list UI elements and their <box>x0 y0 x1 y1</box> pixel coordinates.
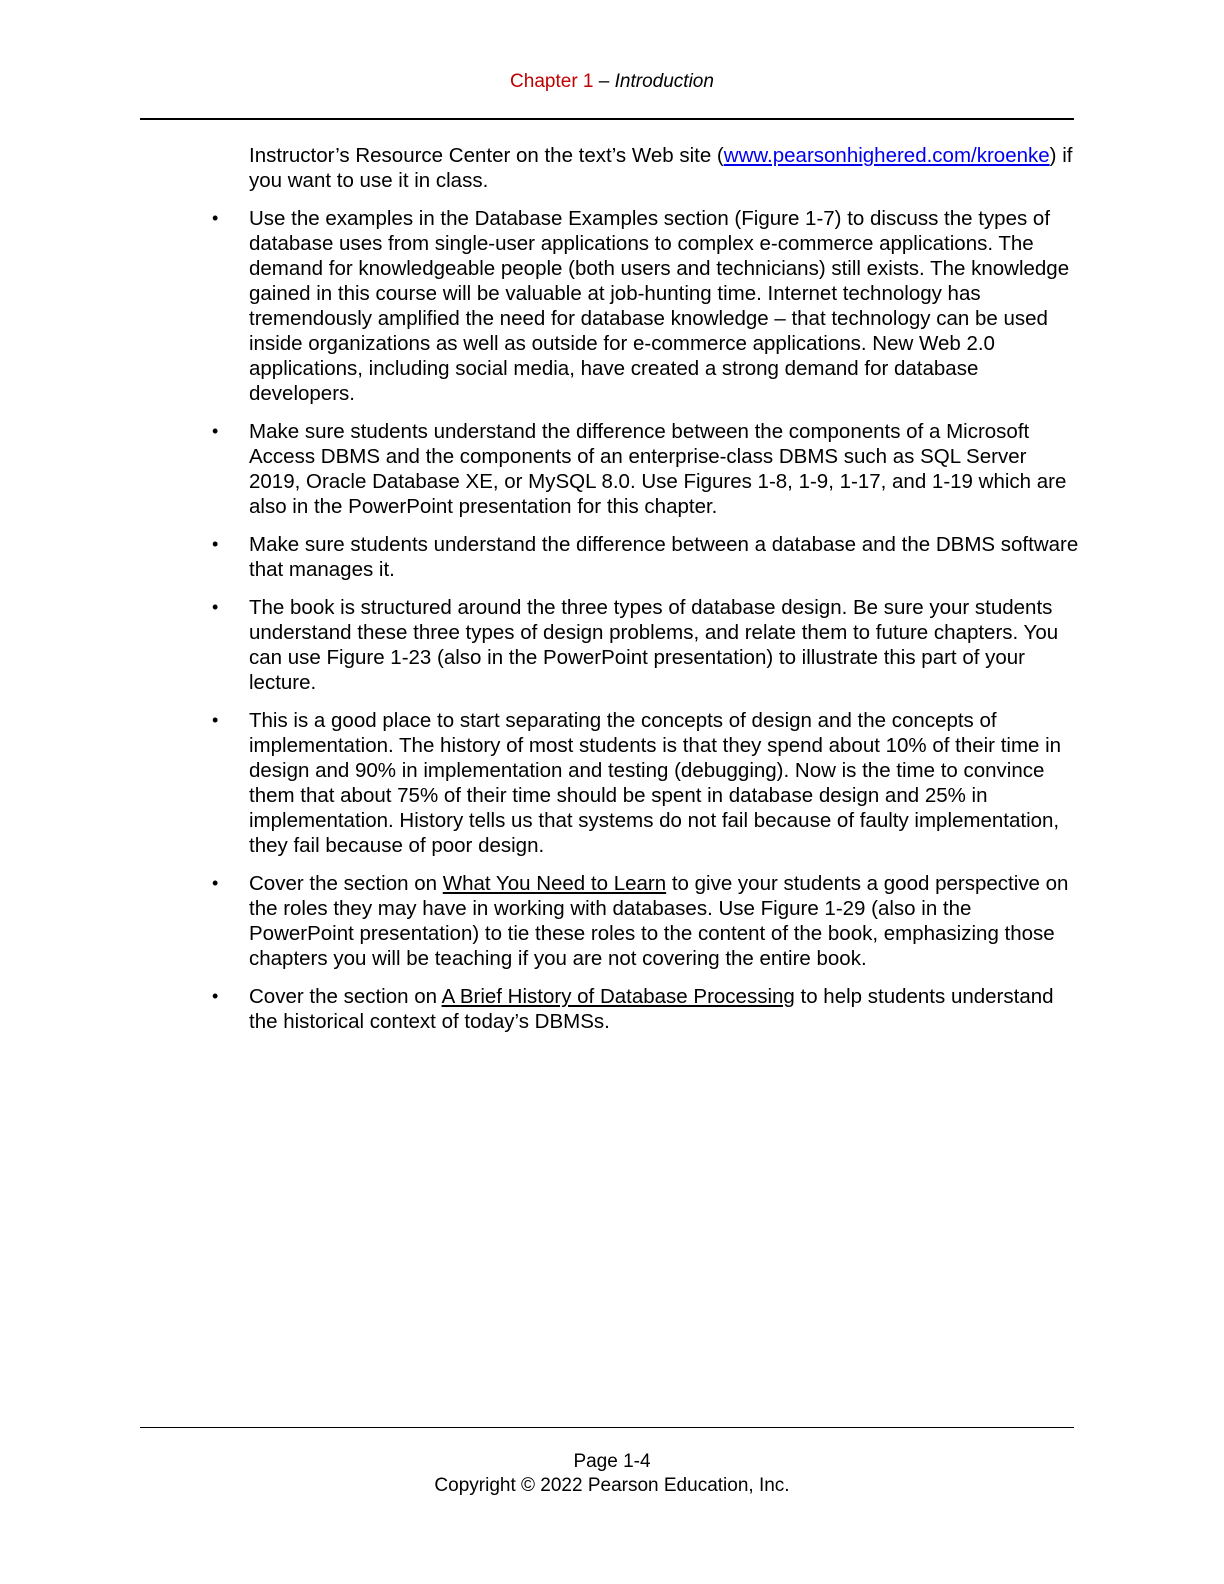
chapter-label: Chapter 1 <box>510 71 594 92</box>
list-item-text-start: Cover the section on <box>249 985 442 1008</box>
header-dash: – <box>598 71 610 92</box>
list-item <box>212 595 1079 695</box>
list-item <box>212 708 1079 858</box>
list-item-text-end: to help students understand the historical context of today’s DBMSs. <box>249 985 1054 1033</box>
page-number: Page 1-4 <box>573 1451 651 1472</box>
list-item-text: The book is structured around the three types of database design. Be sure your students understand these three types of design problems, and relate them to future chapters. You can use Figure 1-23 (also in the PowerPoint presentation) to illustrate this part of your lecture. <box>249 596 1059 694</box>
list-item-text: Use the examples in the Database Examples section (Figure 1-7) to discuss the types of database uses from single-user applications to complex e-commerce applications. The demand for knowledgeable people (both users and technicians) still exists. The knowledge gained in this course will be valuable at job-hunting time. Internet technology has tremendously amplified the need for database knowledge – that technology can be used inside organizations as well as outside for e-commerce applications. New Web 2.0 applications, including social media, have created a strong demand for database developers. <box>249 207 1070 405</box>
list-item <box>212 532 1079 582</box>
list-item <box>212 206 1079 406</box>
bullet-icon: • <box>212 597 219 617</box>
list-item <box>212 984 1079 1034</box>
list-item <box>212 871 1079 971</box>
list-item-text: Make sure students understand the difference between the components of a Microsoft Access DBMS and the components of an enterprise-class DBMS such as SQL Server 2019, Oracle Database XE, or MySQL 8.0. Use Figures 1-8, 1-9, 1-17, and 1-19 which are also in the PowerPoint presentation for this chapter. <box>249 420 1067 518</box>
chapter-title: Introduction <box>614 71 714 92</box>
kroenke-website-link[interactable]: www.pearsonhighered.com/kroenke <box>723 144 1050 167</box>
list-item <box>212 419 1079 519</box>
section-reference-brief-history: A Brief History of Database Processing <box>441 985 795 1008</box>
footer-divider <box>140 1427 1074 1428</box>
bullet-list <box>212 206 1079 1034</box>
list-item-text-end: to give your students a good perspective on the roles they may have in working with databases. Use Figure 1-29 (also in the PowerPoint presentation) to tie these roles to the content of the book, emphasizing those chapters you will be teaching if you are not covering the entire book. <box>249 872 1069 970</box>
list-item-text: This is a good place to start separating the concepts of design and the concepts of implementation. The history of most students is that they spend about 10% of their time in design and 90% in implementation and testing (debugging). Now is the time to convince them that about 75% of their time should be spent in database design and 25% in implementation. History tells us that systems do not fail because of faulty implementation, they fail because of poor design. <box>249 709 1062 857</box>
bullet-icon: • <box>212 534 219 554</box>
bullet-icon: • <box>212 208 219 228</box>
section-reference-what-you-need-to-learn: What You Need to Learn <box>442 872 667 895</box>
page-footer <box>0 1450 1224 1498</box>
bullet-icon: • <box>212 710 219 730</box>
copyright-notice: Copyright © 2022 Pearson Education, Inc. <box>434 1475 790 1496</box>
bullet-icon: • <box>212 873 219 893</box>
header-divider <box>140 118 1074 120</box>
continuation-text-start: Instructor’s Resource Center on the text’s Web site ( <box>249 144 724 167</box>
bullet-icon: • <box>212 986 219 1006</box>
list-item-text-start: Cover the section on <box>249 872 443 895</box>
page-body <box>212 143 1079 1047</box>
continuation-text-end: ) if you want to use it in class. <box>249 144 1073 192</box>
list-item-text: Make sure students understand the difference between a database and the DBMS software that manages it. <box>249 533 1079 581</box>
bullet-icon: • <box>212 421 219 441</box>
page-header <box>0 70 1224 94</box>
continuation-paragraph <box>249 143 1079 193</box>
